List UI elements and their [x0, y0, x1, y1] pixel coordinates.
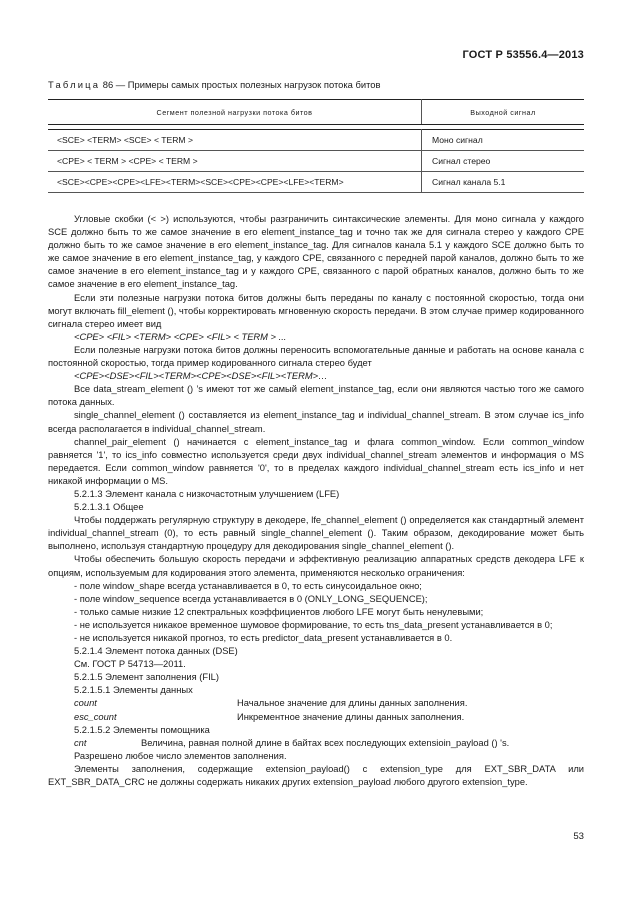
- definition-row: [48, 737, 584, 750]
- section-heading: 5.2.1.3 Элемент канала с низкочастотным улучшением (LFE): [74, 488, 340, 499]
- definition-text: Инкрементное значение длины данных заполнения.: [237, 711, 465, 722]
- definition-text: Начальное значение для длины данных заполнения.: [237, 698, 468, 709]
- paragraph: Разрешено любое число элементов заполнения.: [74, 750, 287, 761]
- section-heading: 5.2.1.5.2 Элементы помощника: [74, 724, 210, 735]
- definition-text: Величина, равная полной длине в байтах всех последующих extensioin_payload () 's.: [141, 737, 510, 748]
- list-item: - поле window_sequence всегда устанавливается в 0 (ONLY_LONG_SEQUENCE);: [74, 593, 428, 604]
- paragraph: Если полезные нагрузки потока битов должны переносить вспомогательные данные и работать на основе канала с постоянной скоростью, тогда пример кодированного сигнала стерео будет: [48, 344, 584, 369]
- table-cell-output: Моно сигнал: [422, 130, 585, 151]
- list-item: - только самые низкие 12 спектральных коэффициентов любого LFE могут быть ненулевыми;: [74, 606, 484, 617]
- paragraph: Чтобы поддержать регулярную структуру в декодере, lfe_channel_element () определяется как стандартный элемент individual_channel_stream (0), то есть равный single_channel_element (). Таким образом, декодирование может быть выполнено, используя стандартную процедуру для декодирования single_channel_element ().: [48, 515, 584, 552]
- table-cell-output: Сигнал канала 5.1: [422, 172, 585, 193]
- table-caption-text: 86 — Примеры самых простых полезных нагрузок потока битов: [100, 79, 381, 90]
- reference-text: См. ГОСТ Р 54713—2011.: [74, 659, 186, 670]
- list-item: - не используется никакой прогноз, то есть predictor_data_present устанавливается в 0.: [74, 633, 453, 643]
- definition-row: [48, 711, 584, 724]
- column-header-output: Выходной сигнал: [422, 100, 585, 125]
- table-row: [48, 130, 584, 151]
- page-number: 53: [573, 831, 584, 842]
- paragraph: Элементы заполнения, содержащие extension_payload() с extension_type для EXT_SBR_DATA или EXT_SBR_DATA_CRC не должны содержать никаких других extension_payload любого другого extension_type.: [48, 763, 584, 788]
- table-cell-segment: <SCE> <TERM> <SCE> < TERM >: [48, 130, 422, 151]
- section-heading: 5.2.1.5 Элемент заполнения (FIL): [74, 672, 219, 683]
- table-cell-output: Сигнал стерео: [422, 151, 585, 172]
- table-cell-segment: <SCE><CPE><CPE><LFE><TERM><SCE><CPE><CPE><LFE><TERM>: [48, 172, 422, 193]
- body-text: [48, 213, 584, 789]
- paragraph: Чтобы обеспечить большую скорость передачи и эффективную реализацию аппаратных средств декодера LFE к опциям, используемым для кодирования этого элемента, применяются несколько ограничения:: [48, 554, 584, 578]
- paragraph: Если эти полезные нагрузки потока битов должны быть переданы по каналу с постоянной скоростью, тогда они могут включать fill_element (), чтобы корректировать мгновенную скорость передачи. В этом случае пример кодированного сигнала стерео имеет вид: [48, 292, 584, 329]
- column-header-segment: Сегмент полезной нагрузки потока битов: [48, 100, 422, 125]
- table-row: [48, 172, 584, 193]
- table-caption-word: Таблица: [48, 79, 101, 90]
- definition-term: esc_count: [74, 711, 117, 722]
- table-header-row: [48, 100, 584, 125]
- list-item: - поле window_shape всегда устанавливается в 0, то есть синусоидальное окно;: [74, 580, 422, 591]
- section-heading: 5.2.1.5.1 Элементы данных: [74, 685, 193, 696]
- paragraph: single_channel_element () составляется из element_instance_tag и individual_channel_stream. В этом случае ics_info всегда располагается в individual_channel_stream.: [48, 410, 584, 434]
- paragraph: channel_pair_element () начинается с element_instance_tag и флага common_window. Если common_window равняется '1', то ics_info совместно используется среди двух individual_channel_stream элементов и информация о MS передается. Если common_window равняется '0', то в пределах каждого individual_channel_stream есть ics_info и нет никакой информации о MS.: [48, 436, 584, 486]
- table-row: [48, 151, 584, 172]
- definition-term: cnt: [74, 737, 87, 748]
- paragraph: Все data_stream_element () ’s имеют тот же самый element_instance_tag, если они являются частью того же самого потока данных.: [48, 384, 584, 408]
- table-caption: [48, 79, 380, 90]
- table-cell-segment: <CPE> < TERM > <CPE> < TERM >: [48, 151, 422, 172]
- payload-table: [48, 99, 584, 193]
- code-example: <CPE> <FIL> <TERM> <CPE> <FIL> < TERM > ...: [74, 331, 287, 342]
- section-heading: 5.2.1.3.1 Общее: [74, 502, 144, 513]
- code-example: <CPE><DSE><FIL><TERM><CPE><DSE><FIL><TERM>…: [74, 371, 328, 382]
- section-heading: 5.2.1.4 Элемент потока данных (DSE): [74, 646, 238, 657]
- definition-term: count: [74, 698, 97, 709]
- list-item: - не используется никакое временное шумовое формирование, то есть tns_data_present устанавливается в 0;: [74, 619, 553, 630]
- definition-row: [48, 697, 584, 710]
- standard-header: ГОСТ Р 53556.4—2013: [462, 49, 584, 61]
- paragraph: Угловые скобки (< >) используются, чтобы разграничить синтаксические элементы. Для моно сигнала у каждого SCE должно быть то же самое значение в его element_instance_tag и точно так же для сигнала стерео у каждого CPE должно быть то же самое значение в его element_instance_tag. Для сигналов канала 5.1 у каждого SCE должно быть то же самое значение в его element_instance_tag, у каждого CPE, связанного с передней парой каналов, должно быть то же самое значение в его element_instance_tag и у каждого CPE, связанного с парой обратных каналов, должно быть то же самое значение в его element_instance_tag.: [48, 214, 584, 290]
